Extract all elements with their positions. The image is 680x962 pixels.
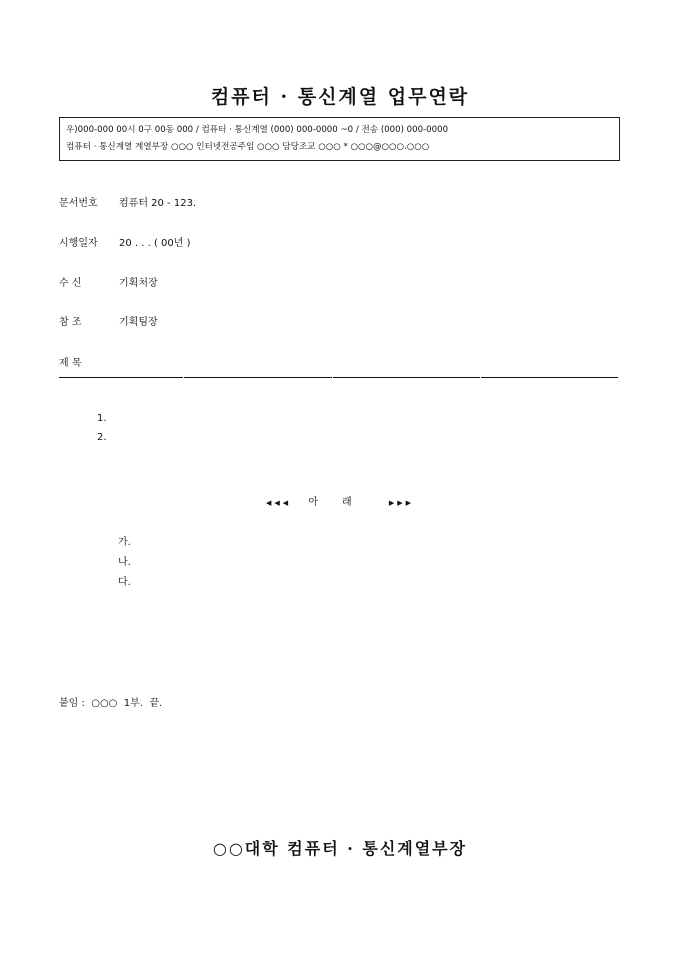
numbered-item: 1. (97, 413, 107, 424)
letterhead-address-line: 우)000-000 00시 0구 00동 000 / 컴퓨터 · 통신계열 (000) 000-0000 ~0 / 전송 (000) 000-0000 (66, 125, 449, 135)
right-arrows-icon: ▶▶▶ (388, 499, 414, 507)
attachment-line: 붙임 : ○○○ 1부. 끝. (59, 698, 163, 709)
field-document-number (59, 194, 196, 209)
field-value: 20 . . . ( 00년 ) (119, 238, 191, 249)
left-arrows-icon: ◀◀◀ (265, 499, 292, 507)
field-label: 수 신 (59, 278, 82, 289)
field-value: 기획처장 (119, 278, 158, 289)
sub-item: 가. (118, 537, 131, 548)
field-value: 기획팀장 (119, 317, 158, 328)
field-label: 제 목 (59, 358, 82, 369)
field-label: 시행일자 (59, 238, 98, 249)
field-subject (59, 354, 119, 369)
sub-item: 다. (118, 577, 131, 588)
arae-divider (0, 493, 680, 508)
underline-gap (480, 375, 481, 379)
field-reference (59, 313, 158, 328)
letterhead-box (59, 117, 620, 161)
field-label: 참 조 (59, 317, 82, 328)
field-label: 문서번호 (59, 198, 98, 209)
subject-underline (59, 377, 618, 378)
arae-label: 아래 (308, 497, 376, 508)
underline-gap (183, 375, 184, 379)
underline-gap (332, 375, 333, 379)
letterhead-staff-line: 컴퓨터 · 통신계열 계열부장 ○○○ 인터넷전공주임 ○○○ 담당조교 ○○○ * ○○○@○○○.○○○ (66, 142, 430, 152)
field-issue-date (59, 234, 191, 249)
sub-item: 나. (118, 557, 131, 568)
field-recipient (59, 274, 158, 289)
numbered-item: 2. (97, 432, 107, 443)
field-value: 컴퓨터 20 - 123. (119, 198, 197, 209)
sender-signature: ○○대학 컴퓨터 · 통신계열부장 (212, 839, 468, 858)
document-title: 컴퓨터 · 통신계열 업무연락 (210, 86, 470, 108)
